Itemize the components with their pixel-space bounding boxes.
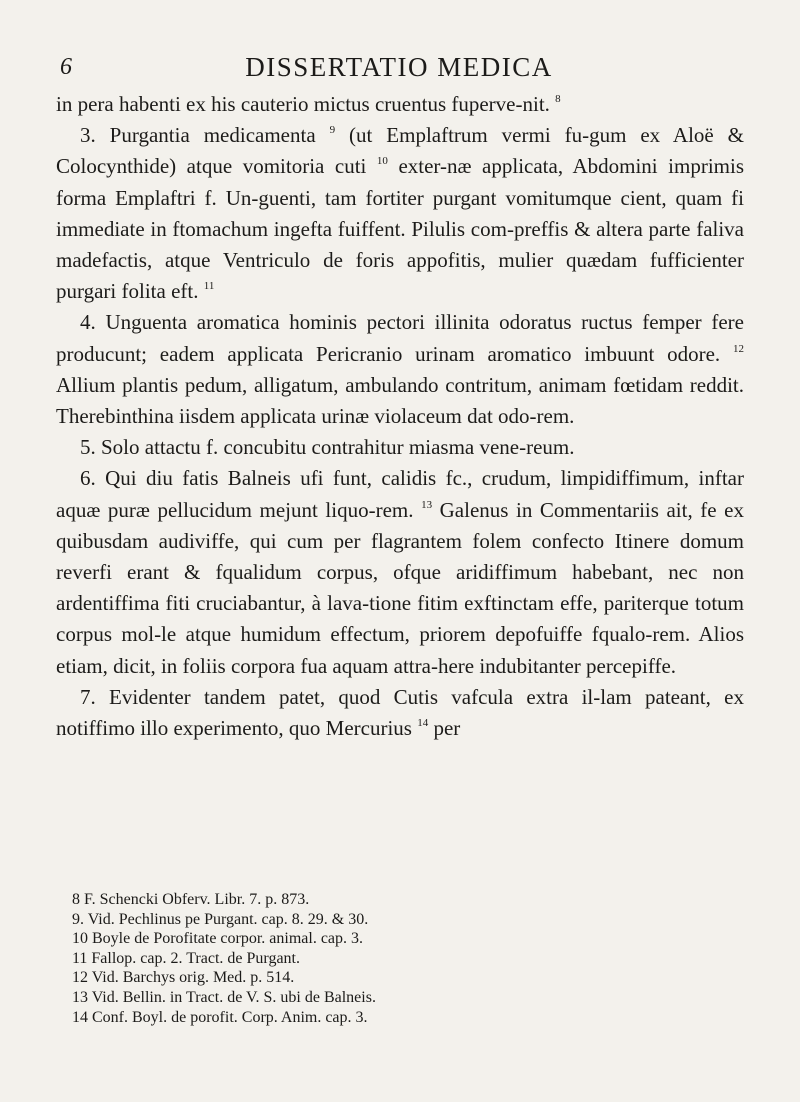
text-run: per: [428, 716, 461, 741]
paragraph: [56, 463, 744, 681]
text-run: Galenus in Commentariis ait, fe ex quibusdam audiviffe, qui cum per flagrantem folem confecto Itinere domum reverfi erant & fqualidum corpus, ofque aridiffimum habebant, nec non ardentiffima fiti cruciabantur, à lava-tione fitim exftinctam effe, pariterque totum corpus mol-le atque humidum effectum, priorem depofuiffe fqualo-rem. Alios etiam, dicit, in foliis corpora fua aquam attra-here indubitanter percepiffe.: [56, 497, 744, 678]
footnote-number: 12: [72, 969, 88, 987]
footnote-number: 8: [72, 891, 80, 908]
footnote-text: F. Schencki Obferv. Libr. 7. p. 873.: [80, 891, 310, 908]
paragraph: [56, 307, 744, 432]
text-run: in pera habenti ex his cauterio mictus cruentus fuperve-nit.: [56, 92, 556, 116]
paragraph: [56, 89, 744, 120]
text-run: 4. Unguenta aromatica hominis pectori illinita odoratus ructus femper fere producunt; eadem applicata Pericranio urinam aromatico imbuunt odore.: [56, 310, 744, 366]
text-run: Allium plantis pedum, alligatum, ambulando contritum, animam fœtidam reddit. Therebinthina iisdem applicata urinæ violaceum dat odo-rem.: [56, 372, 744, 429]
footnote-number: 10: [72, 930, 88, 948]
text-run: 6. Qui diu fatis Balneis ufi funt, calidis fc., crudum, limpidiffimum, inftar aquæ puræ pellucidum mejunt liquo-rem.: [56, 466, 744, 522]
footnote-ref: 10: [376, 155, 388, 168]
footnote: [72, 890, 712, 910]
text-run: 7. Evidenter tandem patet, quod Cutis vafcula extra il-lam pateant, ex notiffimo illo experimento, quo Mercurius: [56, 684, 744, 741]
footnote-text: Vid. Bellin. in Tract. de V. S. ubi de Balneis.: [88, 988, 376, 1006]
footnote-ref: 9: [329, 124, 336, 137]
footnote: [72, 910, 712, 930]
footnote: [72, 1008, 712, 1028]
main-text: [56, 89, 744, 744]
footnote: [72, 949, 712, 969]
footnote-text: Vid. Pechlinus pe Purgant. cap. 8. 29. & 30.: [84, 910, 369, 928]
footnote-number: 11: [72, 949, 88, 967]
footnote-text: Fallop. cap. 2. Tract. de Purgant.: [87, 949, 300, 967]
paragraph: [56, 120, 744, 307]
footnote-text: Conf. Boyl. de porofit. Corp. Anim. cap. 3.: [88, 1008, 368, 1026]
footnote-number: 9.: [72, 910, 84, 928]
footnote-ref: 12: [733, 342, 744, 355]
footnote-ref: 8: [555, 93, 561, 105]
footnote-ref: 11: [203, 280, 215, 293]
footnote-text: Boyle de Porofitate corpor. animal. cap. 3.: [88, 930, 364, 948]
footnotes: [72, 890, 712, 1027]
text-run: exter-næ applicata, Abdomini imprimis forma Emplaftri f. Un-guenti, tam fortiter purgant vomitumque cient, quam fi immediate in ftomachum ingefta fuiffent. Pilulis com-preffis & altera parte faliva madefactis, atque Ventriculo de foris appofitis, mulier quædam fufficienter purgari folita eft.: [56, 154, 745, 304]
running-title: DISSERTATIO MEDICA: [245, 52, 553, 82]
paragraph: [56, 682, 744, 744]
text-run: (ut Emplaftrum vermi fu-gum ex Aloë & Colocynthide) atque vomitoria cuti: [56, 123, 745, 179]
footnote-ref: 13: [421, 498, 433, 511]
text-run: 5. Solo attactu f. concubitu contrahitur miasma vene-reum.: [80, 435, 575, 460]
page-number: 6: [60, 54, 72, 80]
page-header: [56, 52, 742, 88]
footnote: [72, 929, 712, 949]
footnote: [72, 988, 712, 1008]
paragraph: [56, 432, 744, 463]
footnote-text: Vid. Barchys orig. Med. p. 514.: [88, 969, 295, 987]
footnote-ref: 14: [417, 717, 429, 730]
footnote: [72, 968, 712, 988]
text-run: 3. Purgantia medicamenta: [80, 123, 330, 148]
footnote-number: 13: [72, 988, 88, 1006]
footnote-number: 14: [72, 1008, 88, 1026]
